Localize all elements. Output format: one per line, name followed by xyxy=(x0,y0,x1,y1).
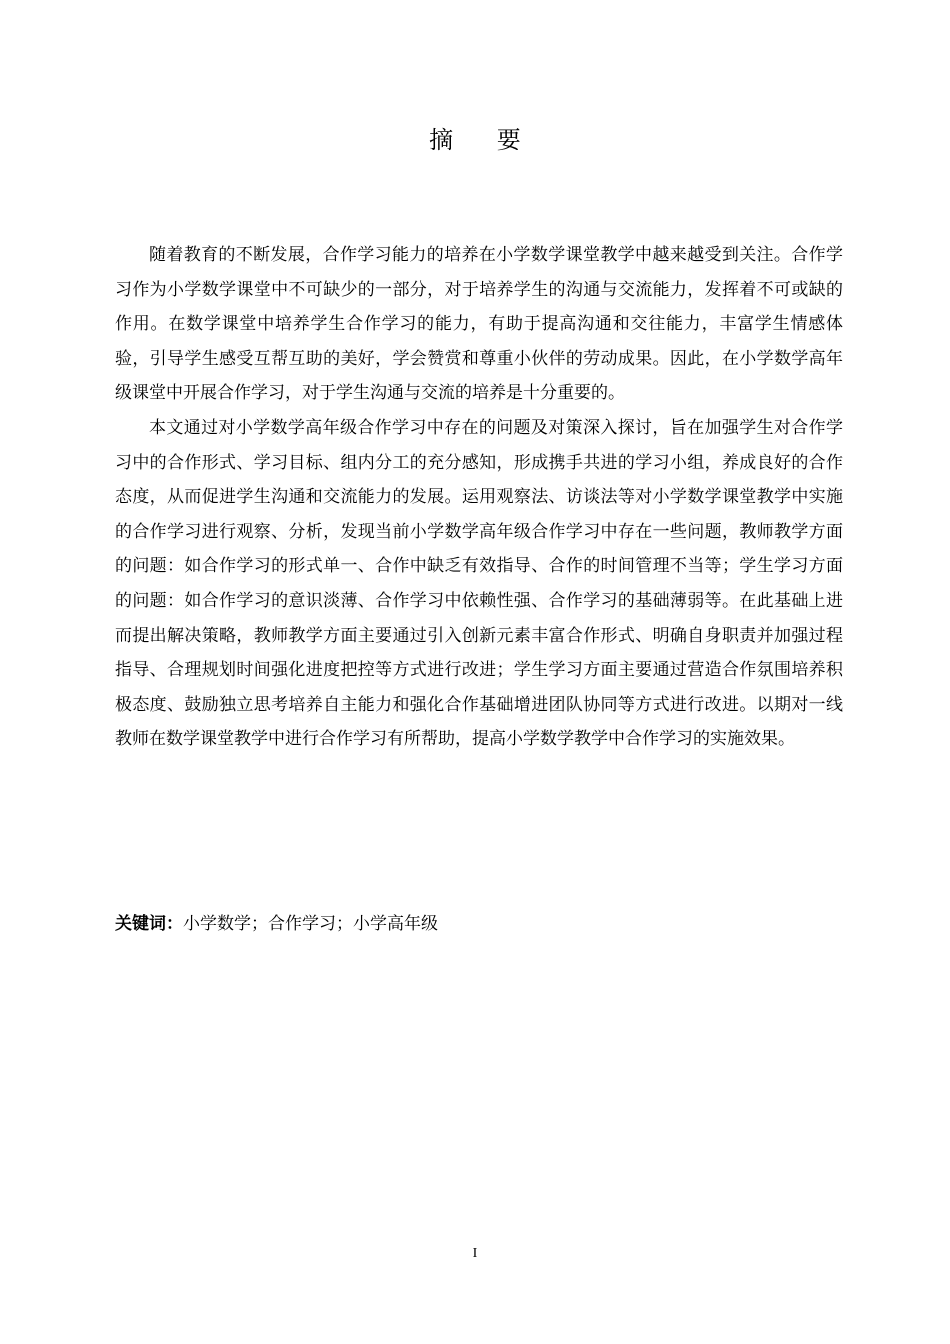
abstract-paragraph-1: 随着教育的不断发展，合作学习能力的培养在小学数学课堂教学中越来越受到关注。合作学习作为小学数学课堂中不可缺少的一部分，对于培养学生的沟通与交流能力，发挥着不可或缺的作用。在数学课堂中培养学生合作学习的能力，有助于提高沟通和交往能力，丰富学生情感体验，引导学生感受互帮互助的美好，学会赞赏和尊重小伙伴的劳动成果。因此，在小学数学高年级课堂中开展合作学习，对于学生沟通与交流的培养是十分重要的。 xyxy=(115,245,843,404)
keywords-value: 小学数学；合作学习；小学高年级 xyxy=(183,914,438,934)
abstract-paragraph-2: 本文通过对小学数学高年级合作学习中存在的问题及对策深入探讨，旨在加强学生对合作学习中的合作形式、学习目标、组内分工的充分感知，形成携手共进的学习小组，养成良好的合作态度，从而促进学生沟通和交流能力的发展。运用观察法、访谈法等对小学数学课堂教学中实施的合作学习进行观察、分析，发现当前小学数学高年级合作学习中存在一些问题，教师教学方面的问题：如合作学习的形式单一、合作中缺乏有效指导、合作的时间管理不当等；学生学习方面的问题：如合作学习的意识淡薄、合作学习中依赖性强、合作学习的基础薄弱等。在此基础上进而提出解决策略，教师教学方面主要通过引入创新元素丰富合作形式、明确自身职责并加强过程指导、合理规划时间强化进度把控等方式进行改进；学生学习方面主要通过营造合作氛围培养积极态度、鼓励独立思考培养自主能力和强化合作基础增进团队协同等方式进行改进。以期对一线教师在数学课堂教学中进行合作学习有所帮助，提高小学数学教学中合作学习的实施效果。 xyxy=(115,417,843,750)
abstract-body xyxy=(115,238,843,757)
keywords-line xyxy=(115,907,843,941)
keywords-label: 关键词： xyxy=(115,914,183,934)
page-number: I xyxy=(472,1246,478,1261)
page-title: 摘 要 xyxy=(429,126,539,154)
